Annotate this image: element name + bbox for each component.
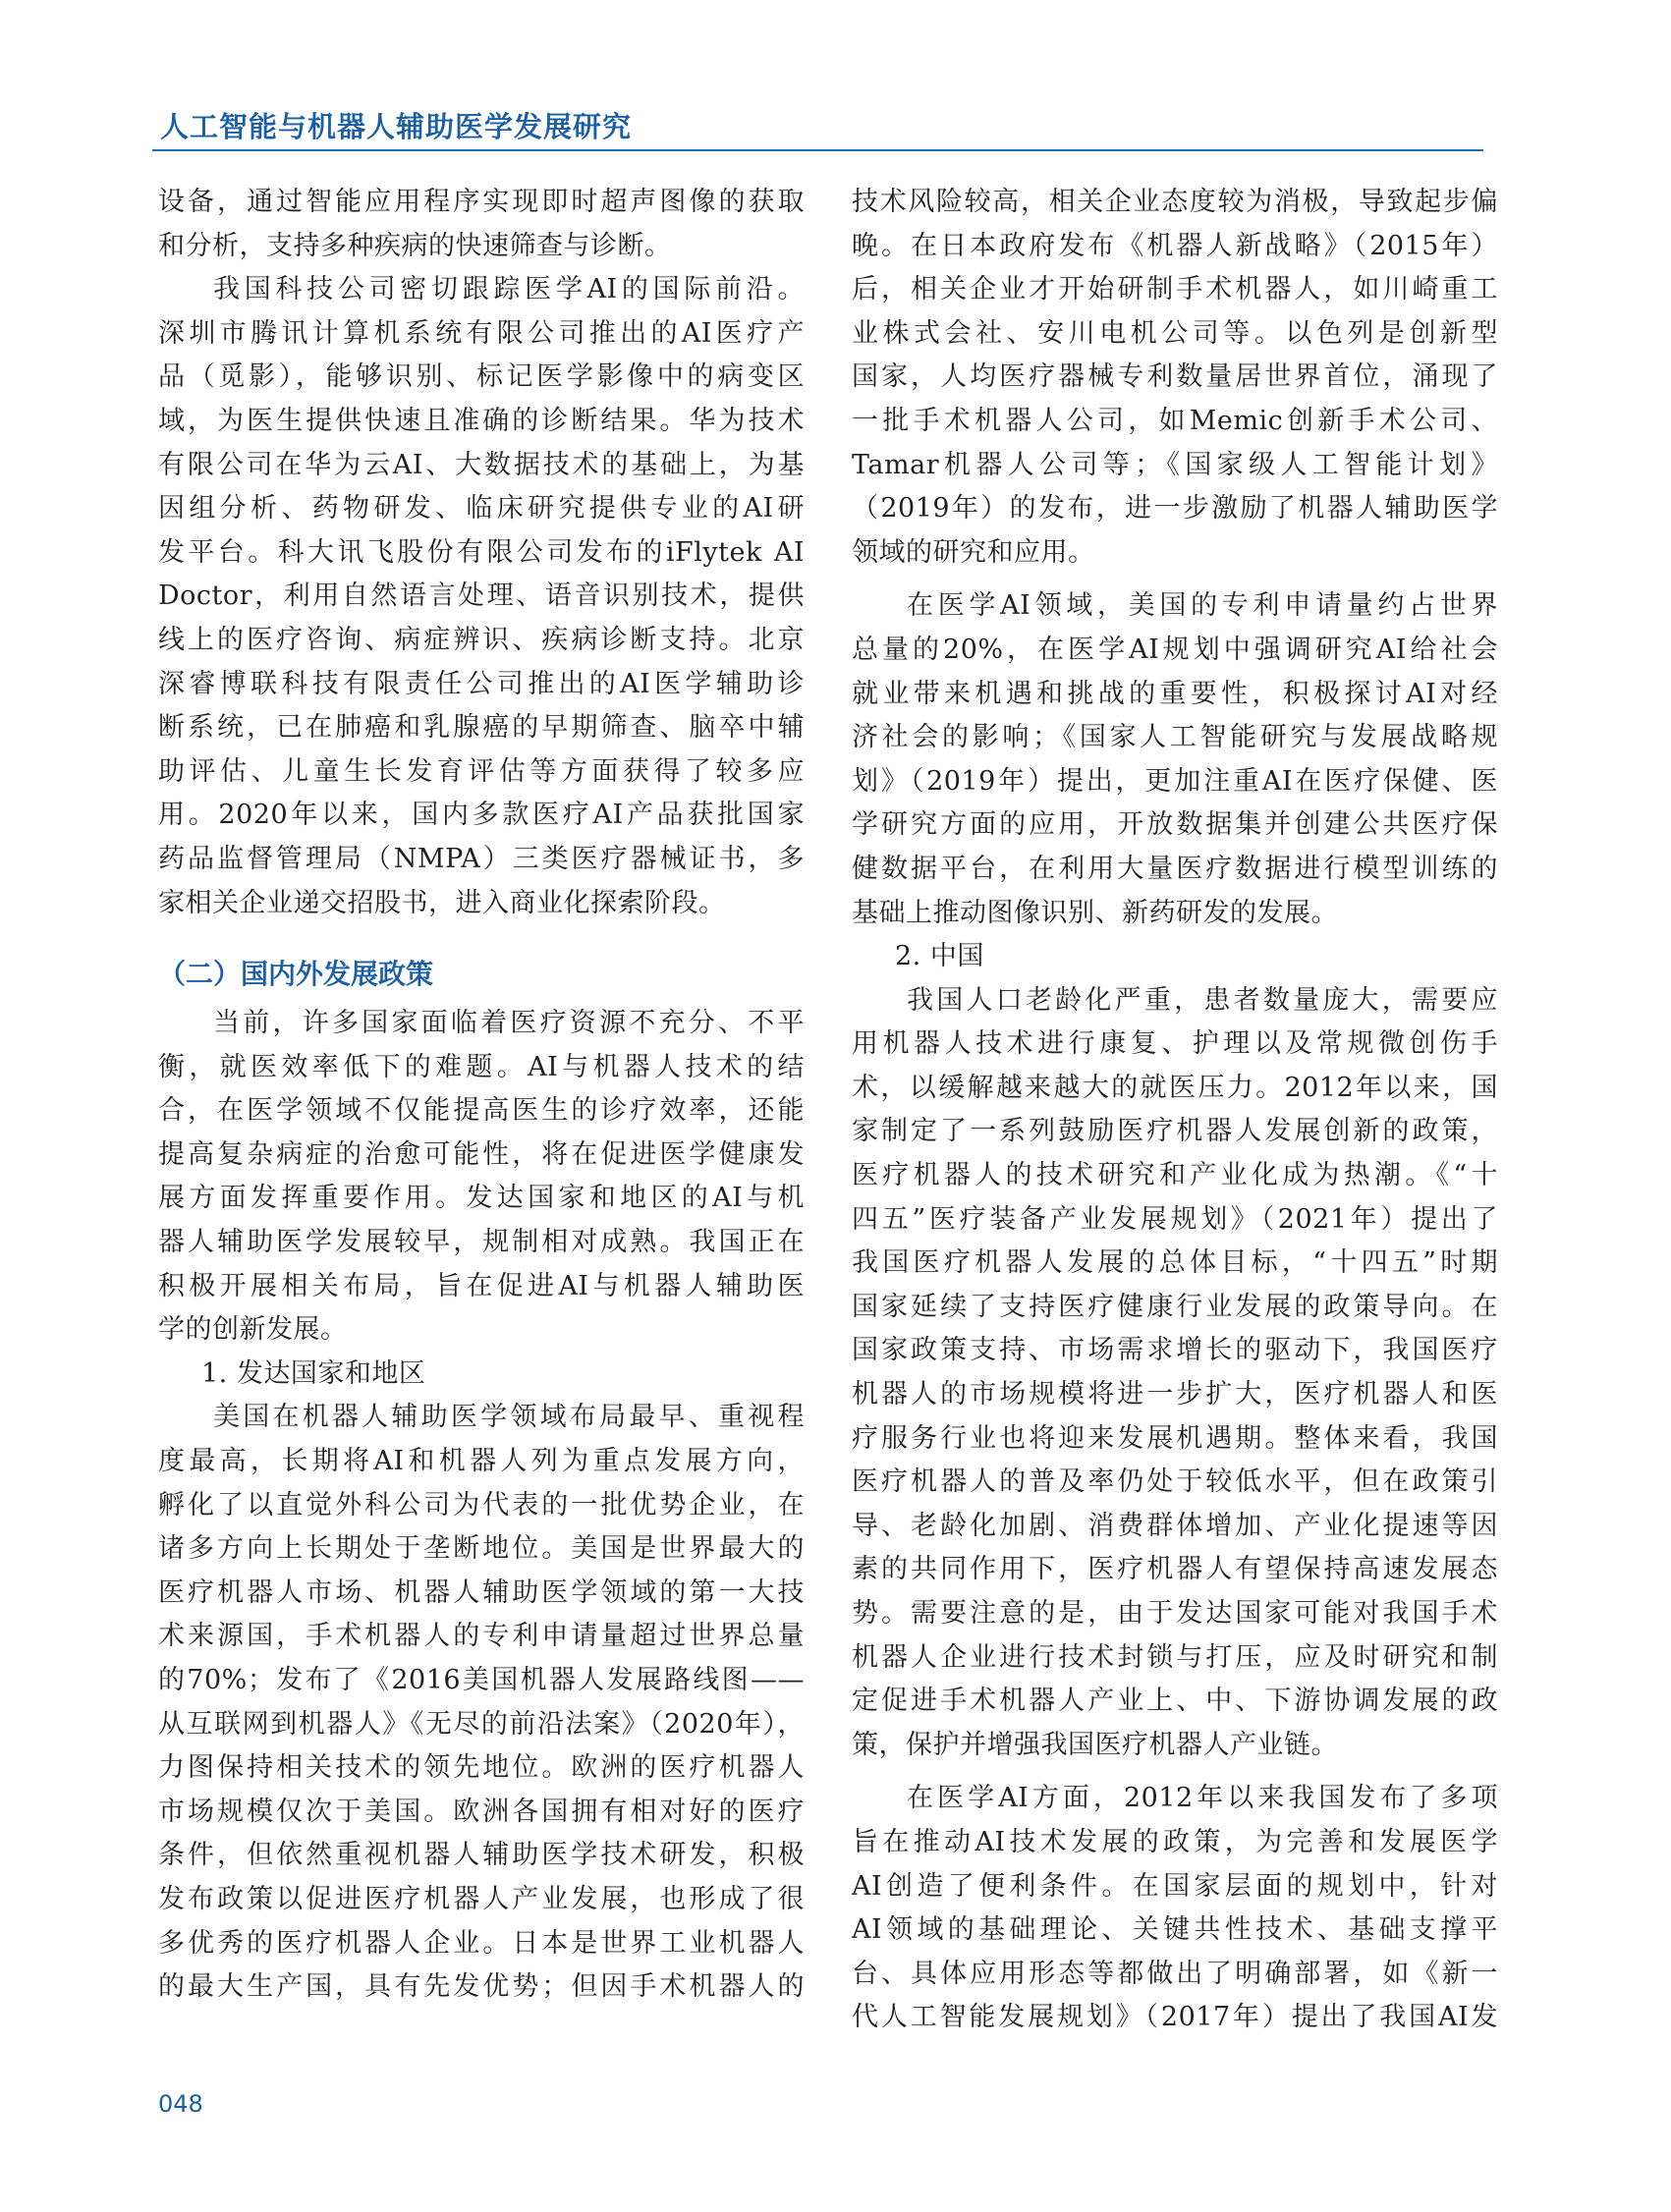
text-line: 助评估、儿童生长发育评估等方面获得了较多应 [158,755,805,787]
text-line: 展方面发挥重要作用。发达国家和地区的AI与机 [158,1183,805,1214]
text-line: 合，在医学领域不仅能提高医生的诊疗效率，还能 [158,1095,805,1127]
running-header [152,110,1483,151]
text-line: 力图保持相关技术的领先地位。欧洲的医疗机器人 [158,1752,805,1784]
text-line: 我国人口老龄化严重，患者数量庞大，需要应 [907,984,1498,1016]
paragraph-ultrasound-continued [158,181,805,268]
text-line: 条件，但依然重视机器人辅助医学技术研发，积极 [158,1840,805,1871]
text-line: 我国医疗机器人发展的总体目标，“十四五”时期 [852,1247,1498,1279]
text-line: 健数据平台，在利用大量医疗数据进行模型训练的 [852,853,1498,884]
text-line: 医疗机器人市场、机器人辅助医学领域的第一大技 [158,1576,805,1608]
text-line: 设备，通过智能应用程序实现即时超声图像的获取 [158,187,805,217]
text-line: 一批手术机器人公司，如Memic创新手术公司、 [852,405,1498,436]
text-line: 发平台。科大讯飞股份有限公司发布的iFlytek AI [158,536,805,568]
text-line: 线上的医疗咨询、病症辨识、疾病诊断支持。北京 [158,624,805,655]
text-line: 用机器人技术进行康复、护理以及常规微创伤手 [852,1028,1498,1060]
text-line: 基础上推动图像识别、新药研发的发展。 [852,897,1338,928]
text-line: 台、具体应用形态等都做出了明确部署，如《新一 [852,1958,1498,1989]
text-line: 衡，就医效率低下的难题。AI与机器人技术的结 [158,1051,805,1082]
text-line: 医疗机器人的技术研究和产业化成为热潮。《“十 [852,1160,1498,1191]
subheading-developed-countries: 1. 发达国家和地区 [201,1357,426,1389]
paragraph-us-medical-ai [852,584,1498,935]
text-line: 从互联网到机器人》《无尽的前沿法案》（2020年）， [158,1708,805,1740]
text-line: 有限公司在华为云AI、大数据技术的基础上，为基 [158,449,805,480]
text-line: 术来源国，手术机器人的专利申请量超过世界总量 [158,1621,805,1652]
text-line: （2019年）的发布，进一步激励了机器人辅助医学 [852,493,1498,525]
text-line: 的最大生产国，具有先发优势；但因手术机器人的 [158,1971,805,2003]
text-line: AI创造了便利条件。在国家层面的规划中，针对 [852,1870,1498,1902]
running-header-title: 人工智能与机器人辅助医学发展研究 [160,110,633,143]
text-line: 学研究方面的应用，开放数据集并创建公共医疗保 [852,809,1498,841]
text-line: 术，以缓解越来越大的就医压力。2012年以来，国 [852,1072,1498,1103]
text-line: 在医学AI方面，2012年以来我国发布了多项 [907,1783,1498,1814]
text-line: 积极开展相关布局，旨在促进AI与机器人辅助医 [158,1270,805,1301]
text-line: 家制定了一系列鼓励医疗机器人发展创新的政策， [852,1116,1498,1147]
paragraph-policy-intro [158,1002,805,1353]
text-line: 药品监督管理局（NMPA）三类医疗器械证书，多 [158,843,805,874]
text-line: 发布政策以促进医疗机器人产业发展，也形成了很 [158,1883,805,1914]
text-line: 划》（2019年）提出，更加注重AI在医疗保健、医 [852,765,1498,797]
text-line: 当前，许多国家面临着医疗资源不充分、不平 [213,1008,805,1039]
text-line: 深圳市腾讯计算机系统有限公司推出的AI医疗产 [158,317,805,349]
paragraph-us-europe-japan [158,1396,805,2009]
text-line: 素的共同作用下，医疗机器人有望保持高速发展态 [852,1554,1498,1585]
text-line: 技术风险较高，相关企业态度较为消极，导致起步偏 [852,187,1498,217]
text-line: 四五”医疗装备产业发展规划》（2021年）提出了 [852,1203,1498,1235]
subheading-china: 2. 中国 [895,941,984,972]
text-line: 深睿博联科技有限责任公司推出的AI医学辅助诊 [158,668,805,699]
text-line: Tamar机器人公司等；《国家级人工智能计划》 [852,449,1498,480]
paragraph-china-robotics [852,979,1498,1768]
paragraph-japan-israel [852,181,1498,575]
text-line: 领域的研究和应用。 [852,536,1095,568]
text-line: 机器人企业进行技术封锁与打压，应及时研究和制 [852,1641,1498,1673]
text-line: 市场规模仅次于美国。欧洲各国拥有相对好的医疗 [158,1796,805,1827]
text-line: 和分析，支持多种疾病的快速筛查与诊断。 [158,230,672,261]
text-line: 定促进手术机器人产业上、中、下游协调发展的政 [852,1686,1498,1717]
text-line: 的70%；发布了《2016美国机器人发展路线图—— [158,1665,805,1695]
text-line: 济社会的影响；《国家人工智能研究与发展战略规 [852,722,1498,753]
text-line: 美国在机器人辅助医学领域布局最早、重视程 [213,1402,805,1433]
text-line: 域，为医生提供快速且准确的诊断结果。华为技术 [158,405,805,436]
text-line: 孵化了以直觉外科公司为代表的一批优势企业，在 [158,1489,805,1521]
text-line: 医疗机器人的普及率仍处于较低水平，但在政策引 [852,1466,1498,1498]
text-line: 就业带来机遇和挑战的重要性，积极探讨AI对经 [852,678,1498,709]
text-line: 我国科技公司密切跟踪医学AI的国际前沿。 [213,274,805,305]
paragraph-china-medical-ai [852,1777,1498,2040]
section-heading-policies: （二）国内外发展政策 [158,958,434,991]
text-line: 代人工智能发展规划》（2017年）提出了我国AI发 [852,2002,1498,2033]
text-line: 国家，人均医疗器械专利数量居世界首位，涌现了 [852,361,1498,393]
text-line: 导、老龄化加剧、消费群体增加、产业化提速等因 [852,1510,1498,1541]
paragraph-gap [852,575,1498,584]
text-line: 断系统，已在肺癌和乳腺癌的早期筛查、脑卒中辅 [158,712,805,744]
text-line: 用。2020年以来，国内多款医疗AI产品获批国家 [158,800,805,831]
text-line: 晚。在日本政府发布《机器人新战略》（2015年） [852,230,1498,261]
text-line: 疗服务行业也将迎来发展机遇期。整体来看，我国 [852,1422,1498,1454]
text-line: 学的创新发展。 [158,1314,348,1346]
text-line: 因组分析、药物研发、临床研究提供专业的AI研 [158,493,805,525]
text-line: 在医学AI领域，美国的专利申请量约占世界 [907,590,1498,622]
text-line: 后，相关企业才开始研制手术机器人，如川崎重工 [852,274,1498,305]
left-column [158,181,805,2010]
text-line: 度最高，长期将AI和机器人列为重点发展方向， [158,1446,805,1477]
text-line: 总量的20%，在医学AI规划中强调研究AI给社会 [852,634,1498,665]
text-line: 势。需要注意的是，由于发达国家可能对我国手术 [852,1598,1498,1629]
paragraph-gap [852,1767,1498,1777]
text-line: AI领域的基础理论、关键共性技术、基础支撑平 [852,1914,1498,1946]
text-line: 家相关企业递交招股书，进入商业化探索阶段。 [158,887,726,918]
text-line: 机器人的市场规模将进一步扩大，医疗机器人和医 [852,1379,1498,1410]
text-line: 诸多方向上长期处于垄断地位。美国是世界最大的 [158,1533,805,1565]
text-line: 旨在推动AI技术发展的政策，为完善和发展医学 [852,1826,1498,1857]
text-line: 国家政策支持、市场需求增长的驱动下，我国医疗 [852,1335,1498,1366]
text-line: 器人辅助医学发展较早，规制相对成熟。我国正在 [158,1227,805,1258]
text-line: 业株式会社、安川电机公司等。以色列是创新型 [852,317,1498,349]
text-line: 多优秀的医疗机器人企业。日本是世界工业机器人 [158,1927,805,1959]
text-line: 品（觅影），能够识别、标记医学影像中的病变区 [158,361,805,393]
text-line: 策，保护并增强我国医疗机器人产业链。 [852,1729,1338,1760]
right-column [852,181,1498,2040]
text-line: 国家延续了支持医疗健康行业发展的政策导向。在 [852,1291,1498,1322]
text-line: 提高复杂病症的治愈可能性，将在促进医学健康发 [158,1138,805,1170]
text-line: Doctor，利用自然语言处理、语音识别技术，提供 [158,581,805,612]
page-number: 048 [158,2090,203,2118]
paragraph-domestic-companies [158,268,805,925]
